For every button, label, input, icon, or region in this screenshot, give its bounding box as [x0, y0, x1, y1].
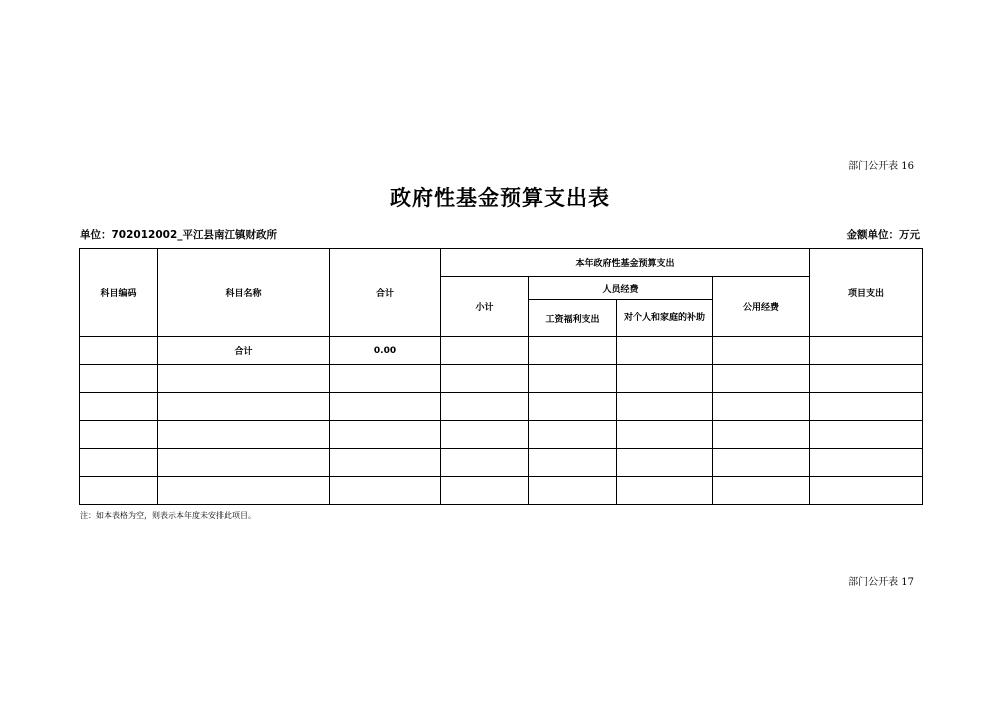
table-cell: [158, 421, 330, 449]
table-cell: [617, 477, 713, 505]
table-cell: [330, 365, 441, 393]
table-cell: [330, 449, 441, 477]
table-cell: [158, 449, 330, 477]
table-row-total: [80, 337, 923, 365]
table-cell: [441, 477, 529, 505]
table-cell: [617, 421, 713, 449]
header-project: 项目支出: [810, 249, 923, 337]
table-cell: [810, 421, 923, 449]
table-cell: [713, 449, 810, 477]
table-row: [80, 421, 923, 449]
table-cell: [441, 365, 529, 393]
header-total: 合计: [330, 249, 441, 337]
table-row: [80, 365, 923, 393]
header-group: 本年政府性基金预算支出: [441, 249, 810, 277]
table-cell: [158, 477, 330, 505]
table-cell: [713, 337, 810, 365]
currency-unit-label: 金额单位：万元: [846, 229, 920, 241]
header-personnel: 人员经费: [529, 277, 713, 300]
header-subject-code: 科目编码: [80, 249, 158, 337]
header-subject-name: 科目名称: [158, 249, 330, 337]
page-number-top: 部门公开表 16: [848, 161, 914, 172]
table-cell: [441, 421, 529, 449]
table-cell: [810, 449, 923, 477]
table-cell: [617, 449, 713, 477]
table-cell: [80, 477, 158, 505]
table-cell: [617, 337, 713, 365]
table-cell: [441, 449, 529, 477]
table-cell: [713, 393, 810, 421]
table-cell: [713, 365, 810, 393]
total-row-label: 合计: [158, 337, 330, 365]
header-public: 公用经费: [713, 277, 810, 337]
header-wages: 工资福利支出: [529, 300, 617, 337]
table-cell: [80, 337, 158, 365]
table-row: [80, 449, 923, 477]
table-cell: [713, 477, 810, 505]
budget-table: [79, 248, 923, 505]
table-cell: [158, 393, 330, 421]
table-cell: [80, 421, 158, 449]
header-subtotal: 小计: [441, 277, 529, 337]
table-cell: [158, 365, 330, 393]
page-title: 政府性基金预算支出表: [390, 185, 610, 210]
total-row-value: 0.00: [330, 337, 441, 365]
table-cell: [810, 337, 923, 365]
table-cell: [617, 365, 713, 393]
table-cell: [330, 477, 441, 505]
table-cell: [330, 393, 441, 421]
table-row: [80, 393, 923, 421]
table-cell: [80, 393, 158, 421]
table-cell: [330, 421, 441, 449]
table-cell: [810, 477, 923, 505]
table-cell: [80, 365, 158, 393]
table-cell: [529, 477, 617, 505]
table-cell: [529, 337, 617, 365]
unit-label: 单位：702012002_平江县南江镇财政所: [80, 229, 278, 241]
table-note: 注：如本表格为空，则表示本年度未安排此项目。: [80, 511, 256, 520]
table-cell: [529, 393, 617, 421]
table-row: [80, 477, 923, 505]
table-cell: [80, 449, 158, 477]
table-cell: [529, 421, 617, 449]
table-cell: [441, 393, 529, 421]
table-cell: [441, 337, 529, 365]
header-subsidy: 对个人和家庭的补助: [617, 300, 713, 337]
table-cell: [617, 393, 713, 421]
table-cell: [713, 421, 810, 449]
table-cell: [529, 449, 617, 477]
page-number-bottom: 部门公开表 17: [848, 577, 914, 588]
table-cell: [810, 393, 923, 421]
table-cell: [810, 365, 923, 393]
table-cell: [529, 365, 617, 393]
